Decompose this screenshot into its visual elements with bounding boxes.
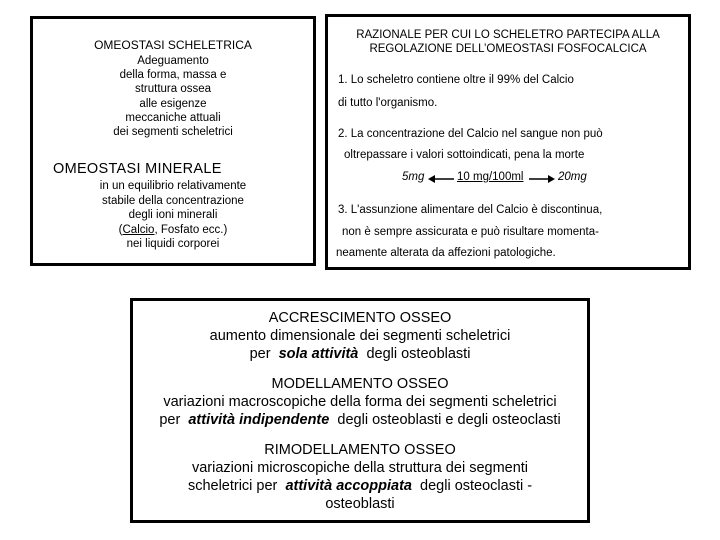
left-arrow-icon xyxy=(428,174,454,184)
remodeling-emphasis: attività accoppiata xyxy=(285,478,412,494)
calcio-term: Calcio xyxy=(122,223,155,236)
paren: ( xyxy=(118,223,123,236)
skeletal-homeostasis-title: OMEOSTASI SCHELETRICA xyxy=(94,38,252,52)
point-2-line-2: oltrepassare i valori sottoindicati, pena la morte xyxy=(344,149,585,161)
accretion-section xyxy=(133,309,587,363)
rationale-title xyxy=(328,28,688,56)
accretion-line-1: aumento dimensionale dei segmenti scheletrici xyxy=(209,328,511,344)
desc-line: in un equilibrio relativamente xyxy=(99,180,247,192)
remodeling-post: degli osteoclasti - xyxy=(420,478,533,494)
modeling-title: MODELLAMENTO OSSEO xyxy=(271,376,449,392)
desc-line: della forma, massa e xyxy=(119,69,227,82)
desc-line: Adeguamento xyxy=(137,55,209,67)
desc-line: struttura ossea xyxy=(134,83,212,96)
right-arrow-icon xyxy=(529,174,555,184)
skeletal-homeostasis-box xyxy=(30,16,316,266)
accretion-post: degli osteoblasti xyxy=(366,346,471,362)
remodeling-title: RIMODELLAMENTO OSSEO xyxy=(264,442,456,458)
desc-line: meccaniche attuali xyxy=(125,111,221,124)
modeling-pre: per xyxy=(159,412,181,428)
point-3-line-3: neamente alterata da affezioni patologiche. xyxy=(336,247,556,259)
range-high: 20mg xyxy=(558,171,587,183)
desc-line: alle esigenze xyxy=(139,97,207,110)
remodeling-pre: scheletrici per xyxy=(187,478,278,494)
accretion-line-2 xyxy=(133,345,587,363)
accretion-title: ACCRESCIMENTO OSSEO xyxy=(268,310,452,326)
title-line: REGOLAZIONE DELL’OMEOSTASI FOSFOCALCICA xyxy=(369,43,647,55)
point-2-line-1: 2. La concentrazione del Calcio nel sangue non può xyxy=(338,128,603,140)
point-1-line-1: 1. Lo scheletro contiene oltre il 99% del Calcio xyxy=(338,74,574,86)
range-mid: 10 mg/100ml xyxy=(457,171,524,183)
remodeling-line-3: osteoblasti xyxy=(325,496,395,512)
range-low: 5mg xyxy=(402,171,425,183)
modeling-section xyxy=(133,375,587,429)
modeling-line-2 xyxy=(133,411,587,429)
modeling-line-1: variazioni macroscopiche della forma dei segmenti scheletrici xyxy=(163,394,557,410)
modeling-post: degli osteoblasti e degli osteoclasti xyxy=(337,412,561,428)
bone-processes-box xyxy=(130,298,590,523)
desc-line: degli ioni minerali xyxy=(128,209,218,221)
calcium-rationale-box xyxy=(325,14,691,270)
accretion-emphasis: sola attività xyxy=(278,346,359,362)
point-3-line-2: non è sempre assicurata e può risultare momenta- xyxy=(342,226,599,238)
modeling-emphasis: attività indipendente xyxy=(188,412,330,428)
remodeling-section xyxy=(133,441,587,513)
mineral-homeostasis-description xyxy=(33,179,313,252)
desc-line: stabile della concentrazione xyxy=(102,194,244,207)
remodeling-line-2 xyxy=(133,477,587,495)
desc-line xyxy=(33,223,313,238)
fosfato-text: , Fosfato ecc.) xyxy=(154,223,228,236)
point-3-line-1: 3. L'assunzione alimentare del Calcio è discontinua, xyxy=(338,204,603,216)
title-line: RAZIONALE PER CUI LO SCHELETRO PARTECIPA ALLA xyxy=(356,29,660,41)
remodeling-line-1: variazioni microscopiche della struttura dei segmenti xyxy=(191,460,529,476)
desc-line: nei liquidi corporei xyxy=(126,238,220,250)
skeletal-homeostasis-description xyxy=(33,54,313,139)
desc-line: dei segmenti scheletrici xyxy=(113,126,233,139)
point-1-line-2: di tutto l'organismo. xyxy=(338,97,438,109)
mineral-homeostasis-title: OMEOSTASI MINERALE xyxy=(53,161,222,177)
accretion-pre: per xyxy=(249,346,271,362)
calcium-range xyxy=(328,171,688,187)
